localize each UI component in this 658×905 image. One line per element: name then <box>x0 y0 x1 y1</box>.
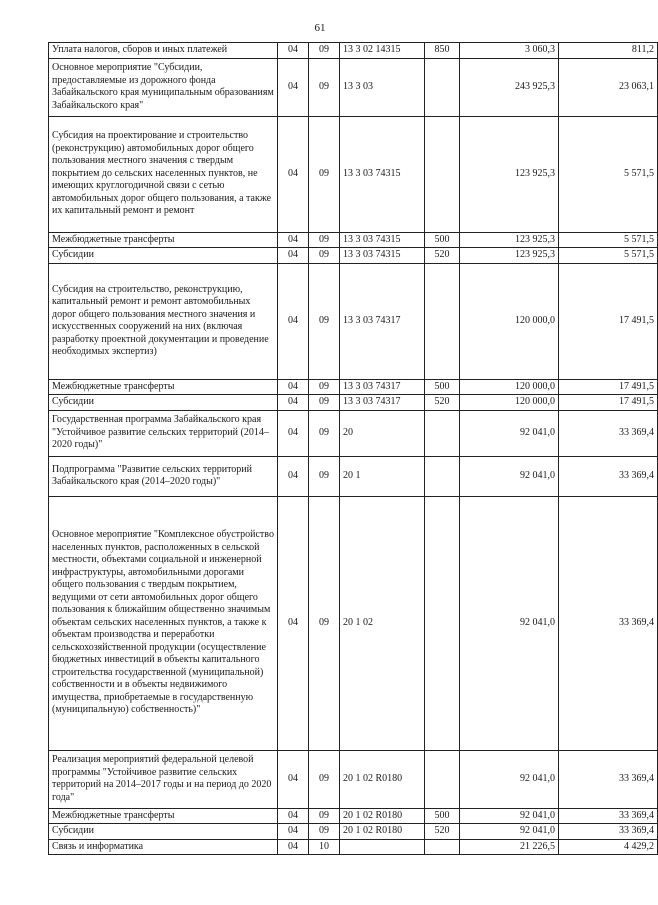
row-expense-type <box>425 839 460 855</box>
row-name: Субсидии <box>49 824 278 840</box>
row-amount-plan: 120 000,0 <box>460 263 559 379</box>
row-expense-type <box>425 58 460 116</box>
row-target-item: 20 1 02 R0180 <box>340 750 425 808</box>
row-name: Связь и информатика <box>49 839 278 855</box>
row-amount-actual: 33 369,4 <box>559 456 658 496</box>
row-subsection: 09 <box>309 58 340 116</box>
row-expense-type <box>425 116 460 232</box>
row-target-item: 13 3 03 74315 <box>340 232 425 248</box>
row-amount-plan: 92 041,0 <box>460 496 559 750</box>
row-name: Уплата налогов, сборов и иных платежей <box>49 43 278 59</box>
row-section: 04 <box>278 824 309 840</box>
row-expense-type: 500 <box>425 808 460 824</box>
row-amount-plan: 92 041,0 <box>460 410 559 456</box>
row-target-item: 20 1 02 R0180 <box>340 808 425 824</box>
row-name: Субсидия на проектирование и строительство (реконструкцию) автомобильных дорог общего пользования местного значения с твердым покрытием до сельских населенных пунктов, не имеющих круглогодичной связи с сетью автомобильных дорог общего пользования, а также их капитальный ремонт и ремонт <box>49 116 278 232</box>
table-row <box>49 263 658 379</box>
row-section: 04 <box>278 263 309 379</box>
row-amount-plan: 123 925,3 <box>460 232 559 248</box>
row-amount-actual: 17 491,5 <box>559 379 658 395</box>
row-section: 04 <box>278 496 309 750</box>
row-name: Субсидии <box>49 395 278 411</box>
row-expense-type: 500 <box>425 232 460 248</box>
row-target-item: 20 <box>340 410 425 456</box>
row-amount-plan: 123 925,3 <box>460 248 559 264</box>
row-subsection: 09 <box>309 379 340 395</box>
row-subsection: 09 <box>309 263 340 379</box>
row-subsection: 09 <box>309 456 340 496</box>
row-amount-actual: 33 369,4 <box>559 824 658 840</box>
table-row <box>49 750 658 808</box>
row-amount-actual: 33 369,4 <box>559 808 658 824</box>
row-amount-plan: 243 925,3 <box>460 58 559 116</box>
row-subsection: 09 <box>309 232 340 248</box>
table-row <box>49 248 658 264</box>
row-section: 04 <box>278 750 309 808</box>
row-target-item: 13 3 03 74317 <box>340 395 425 411</box>
row-target-item: 20 1 02 R0180 <box>340 824 425 840</box>
row-subsection: 09 <box>309 824 340 840</box>
row-amount-actual: 5 571,5 <box>559 248 658 264</box>
row-amount-plan: 92 041,0 <box>460 750 559 808</box>
row-section: 04 <box>278 410 309 456</box>
row-expense-type <box>425 496 460 750</box>
row-section: 04 <box>278 456 309 496</box>
row-section: 04 <box>278 232 309 248</box>
table-row <box>49 839 658 855</box>
table-row <box>49 456 658 496</box>
row-subsection: 09 <box>309 808 340 824</box>
row-subsection: 09 <box>309 116 340 232</box>
row-amount-actual: 5 571,5 <box>559 116 658 232</box>
row-section: 04 <box>278 58 309 116</box>
row-target-item: 20 1 02 <box>340 496 425 750</box>
table-row <box>49 43 658 59</box>
row-amount-plan: 3 060,3 <box>460 43 559 59</box>
table-row <box>49 808 658 824</box>
row-amount-plan: 92 041,0 <box>460 808 559 824</box>
row-amount-plan: 92 041,0 <box>460 824 559 840</box>
table-row <box>49 824 658 840</box>
row-section: 04 <box>278 395 309 411</box>
row-name: Основное мероприятие "Комплексное обустройство населенных пунктов, расположенных в сельской местности, объектами социальной и инженерной инфраструктуры, автомобильными дорогами общего пользования с твердым покрытием, ведущими от сети автомобильных дорог общего пользования к ближайшим общественно значимым объектам сельских населенных пунктов, а также к объектам производства и переработки сельскохозяйственной продукции (осуществление бюджетных инвестиций в объекты капитального строительства государственной (муниципальной) собственности и в объекты недвижимого имущества, приобретаемые в государственную (муниципальную) собственность)" <box>49 496 278 750</box>
row-amount-plan: 92 041,0 <box>460 456 559 496</box>
row-subsection: 09 <box>309 43 340 59</box>
row-amount-actual: 17 491,5 <box>559 395 658 411</box>
row-amount-plan: 120 000,0 <box>460 379 559 395</box>
row-section: 04 <box>278 116 309 232</box>
row-expense-type: 520 <box>425 824 460 840</box>
row-expense-type: 500 <box>425 379 460 395</box>
row-target-item: 13 3 03 <box>340 58 425 116</box>
row-target-item: 13 3 03 74315 <box>340 116 425 232</box>
page-number: 61 <box>314 22 326 34</box>
row-expense-type: 850 <box>425 43 460 59</box>
row-subsection: 09 <box>309 395 340 411</box>
row-subsection: 09 <box>309 496 340 750</box>
row-name: Межбюджетные трансферты <box>49 808 278 824</box>
row-amount-actual: 23 063,1 <box>559 58 658 116</box>
row-expense-type <box>425 456 460 496</box>
row-section: 04 <box>278 248 309 264</box>
row-name: Основное мероприятие "Субсидии, предоставляемые из дорожного фонда Забайкальского края муниципальным образованиям Забайкальского края" <box>49 58 278 116</box>
row-expense-type: 520 <box>425 395 460 411</box>
row-section: 04 <box>278 43 309 59</box>
row-amount-actual: 5 571,5 <box>559 232 658 248</box>
row-expense-type <box>425 410 460 456</box>
table-row <box>49 496 658 750</box>
table-row <box>49 116 658 232</box>
table-row <box>49 58 658 116</box>
table-row <box>49 410 658 456</box>
row-target-item <box>340 839 425 855</box>
row-section: 04 <box>278 379 309 395</box>
row-subsection: 09 <box>309 750 340 808</box>
table-row <box>49 379 658 395</box>
table-row <box>49 232 658 248</box>
row-amount-actual: 17 491,5 <box>559 263 658 379</box>
row-target-item: 13 3 03 74315 <box>340 248 425 264</box>
row-amount-actual: 4 429,2 <box>559 839 658 855</box>
row-amount-actual: 33 369,4 <box>559 750 658 808</box>
row-section: 04 <box>278 839 309 855</box>
row-name: Подпрограмма "Развитие сельских территорий Забайкальского края (2014–2020 годы)" <box>49 456 278 496</box>
row-section: 04 <box>278 808 309 824</box>
row-subsection: 09 <box>309 248 340 264</box>
row-expense-type <box>425 750 460 808</box>
row-expense-type <box>425 263 460 379</box>
row-expense-type: 520 <box>425 248 460 264</box>
table-row <box>49 395 658 411</box>
row-name: Реализация мероприятий федеральной целевой программы "Устойчивое развитие сельских территорий на 2014–2017 годы и на период до 2020 года" <box>49 750 278 808</box>
row-amount-plan: 123 925,3 <box>460 116 559 232</box>
row-amount-plan: 21 226,5 <box>460 839 559 855</box>
row-amount-plan: 120 000,0 <box>460 395 559 411</box>
row-target-item: 20 1 <box>340 456 425 496</box>
budget-table <box>48 42 658 855</box>
row-name: Межбюджетные трансферты <box>49 232 278 248</box>
row-target-item: 13 3 03 74317 <box>340 263 425 379</box>
row-subsection: 09 <box>309 410 340 456</box>
row-amount-actual: 811,2 <box>559 43 658 59</box>
row-subsection: 10 <box>309 839 340 855</box>
row-name: Межбюджетные трансферты <box>49 379 278 395</box>
row-amount-actual: 33 369,4 <box>559 410 658 456</box>
row-amount-actual: 33 369,4 <box>559 496 658 750</box>
row-target-item: 13 3 02 14315 <box>340 43 425 59</box>
row-name: Государственная программа Забайкальского края "Устойчивое развитие сельских территорий (2014–2020 годы)" <box>49 410 278 456</box>
row-name: Субсидия на строительство, реконструкцию, капитальный ремонт и ремонт автомобильных дорог общего пользования местного значения и искусственных сооружений на них (включая разработку проектной документации и проведение необходимых экспертиз) <box>49 263 278 379</box>
row-target-item: 13 3 03 74317 <box>340 379 425 395</box>
row-name: Субсидии <box>49 248 278 264</box>
